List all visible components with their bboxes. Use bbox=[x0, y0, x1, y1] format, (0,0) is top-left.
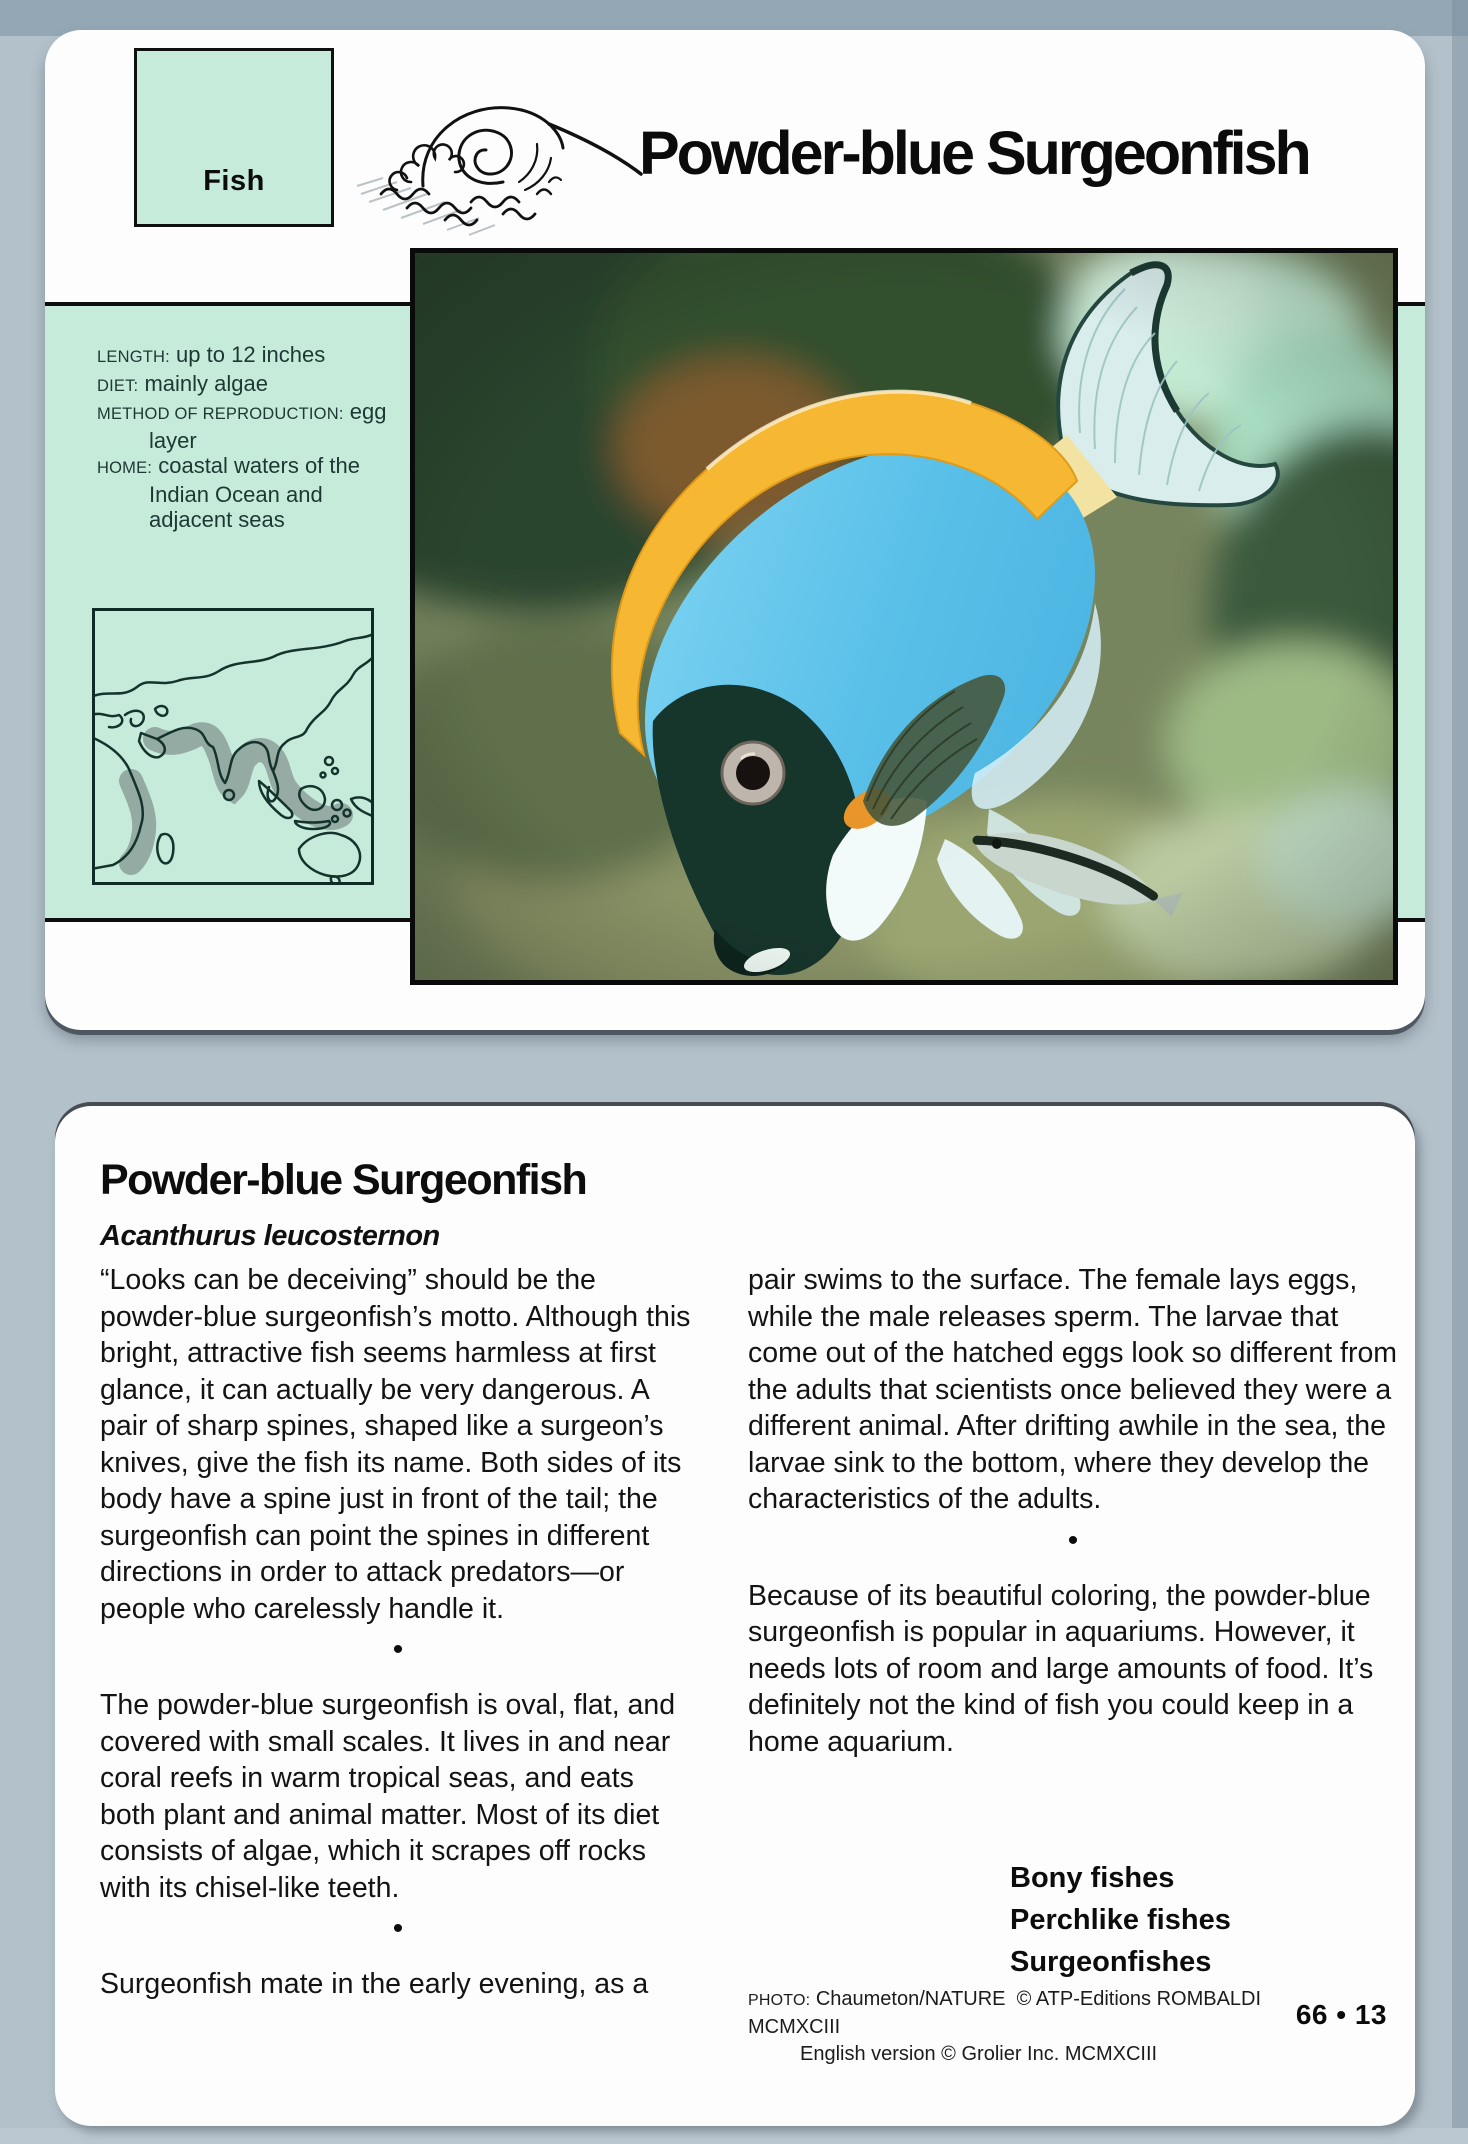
bullet-separator: • bbox=[1067, 1523, 1079, 1557]
fact-length bbox=[97, 342, 389, 371]
page-background-bottom-strip bbox=[0, 2128, 1468, 2144]
taxonomy-value: Surgeonfishes bbox=[1010, 1946, 1212, 1978]
fact-label: METHOD OF REPRODUCTION: bbox=[97, 405, 344, 423]
paragraph: The powder-blue surgeonfish is oval, flat, and covered with small scales. It lives in and near coral reefs in warm tropical seas, and eats both plant and animal matter. Most of its diet consists of algae, which it scrapes off rocks with its chisel-like teeth. bbox=[100, 1689, 676, 1904]
fact-value: coastal waters of the Indian Ocean and adjacent seas bbox=[149, 453, 360, 532]
facts-panel bbox=[97, 342, 389, 533]
fact-value: egg layer bbox=[149, 399, 387, 453]
credit-line-1 bbox=[748, 1986, 1308, 2041]
fact-home bbox=[97, 453, 389, 533]
distribution-map bbox=[92, 608, 374, 885]
credit-line-2: English version © Grolier Inc. MCMXCIII bbox=[800, 2043, 1158, 2065]
card-back bbox=[55, 1106, 1415, 2126]
fact-label: LENGTH: bbox=[97, 348, 170, 366]
scientific-name: Acanthurus leucosternon bbox=[100, 1220, 440, 1252]
fact-label: HOME: bbox=[97, 459, 153, 477]
page-background-right-strip bbox=[1452, 0, 1468, 2144]
fact-value: mainly algae bbox=[144, 370, 268, 396]
taxonomy-value: Perchlike fishes bbox=[1010, 1904, 1231, 1936]
photo-credit-text: Chaumeton/NATURE © ATP-Editions ROMBALDI MCMXCIII bbox=[748, 1988, 1262, 2038]
back-title: Powder-blue Surgeonfish bbox=[100, 1156, 587, 1204]
photo-credit bbox=[748, 1986, 1308, 2068]
category-box bbox=[134, 48, 334, 227]
fact-reproduction bbox=[97, 399, 389, 453]
wave-icon bbox=[353, 90, 645, 240]
front-title: Powder-blue Surgeonfish bbox=[639, 119, 1309, 187]
species-photo bbox=[410, 248, 1398, 985]
card-front bbox=[45, 30, 1425, 1030]
paragraph: Surgeonfish mate in the early evening, as a bbox=[100, 1968, 649, 2000]
paragraph: Because of its beautiful coloring, the powder-blue surgeonfish is popular in aquariums. However, it needs lots of room and large amounts of food. It’s definitely not the kind of fish you could keep in a home aquarium. bbox=[748, 1579, 1374, 1758]
category-label: Fish bbox=[203, 165, 265, 197]
fact-label: DIET: bbox=[97, 376, 139, 395]
text-column-right bbox=[748, 1262, 1398, 1760]
taxonomy-value: Bony fishes bbox=[1010, 1862, 1175, 1894]
photo-credit-label: PHOTO: bbox=[748, 1992, 811, 2009]
card-number: 66 • 13 bbox=[1295, 1999, 1387, 2030]
surgeonfish-photo-illustration bbox=[415, 253, 1393, 980]
paragraph: pair swims to the surface. The female lays eggs, while the male releases sperm. The larvae that come out of the hatched eggs look so different from the adults that scientists once believed they were a different animal. After drifting awhile in the sea, the larvae sink to the bottom, where they develop the characteristics of the adults. bbox=[748, 1264, 1398, 1515]
fact-value: up to 12 inches bbox=[176, 342, 326, 367]
fact-diet bbox=[97, 371, 389, 400]
text-column-left bbox=[100, 1262, 696, 2003]
paragraph: “Looks can be deceiving” should be the powder-blue surgeonfish’s motto. Although this bright, attractive fish seems harmless at first glance, it can actually be very dangerous. A pair of sharp spines, shaped like a surgeon’s knives, give the fish its name. Both sides of its body have a spine just in front of the tail; the surgeonfish can point the spines in different directions in order to attack predators—or people who carelessly handle it. bbox=[100, 1264, 691, 1625]
bullet-separator: • bbox=[392, 1912, 404, 1945]
bullet-separator: • bbox=[392, 1633, 404, 1666]
